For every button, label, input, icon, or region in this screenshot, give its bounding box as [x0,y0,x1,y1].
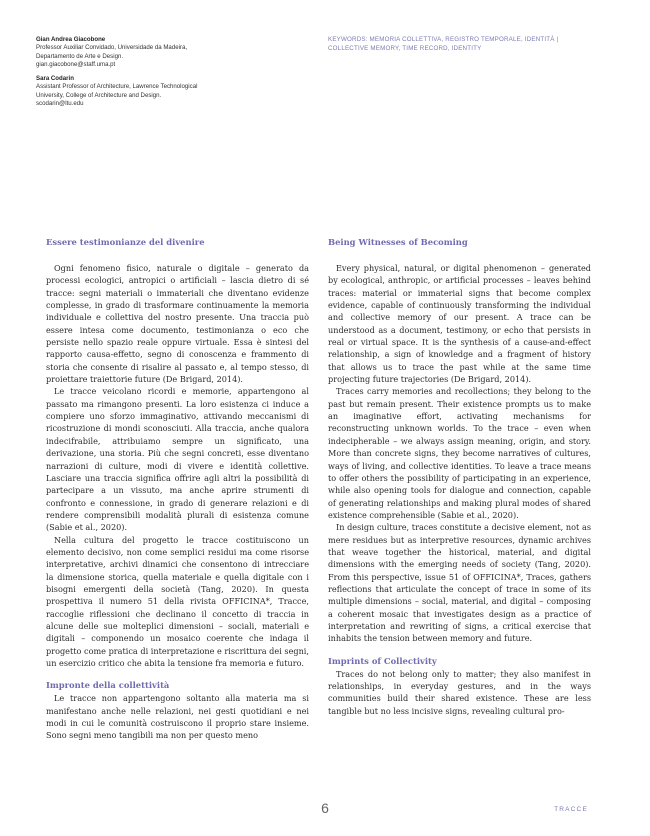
author-name: Gian Andrea Giacobone [36,36,106,43]
italian-column [46,236,309,742]
author-department: University, College of Architecture and Design. [36,91,162,99]
paragraph: In design culture, traces constitute a decisive element, not as mere residues but as interpretive resources, dynamic archives that weave together the historical, material, and digital dimensions with the emerging needs of society (Tang, 2020). From this perspective, issue 51 of OFFICINA*, Traces, gathers reflections that articulate the concept of trace in some of its multiple dimensions – social, material, and digital – composing a coherent mosaic that investigates design as a practice of interpretation and rewriting of signs, a critical exercise that inhabits the tension between memory and future. [328,522,591,644]
author-affiliation: Professor Auxiliar Convidado, Universidade da Madeira, [36,44,188,52]
keywords-block [328,36,588,53]
paragraph: Every physical, natural, or digital phenomenon – generated by ecological, anthropic, or artificial processes – leaves behind traces: material or immaterial signs that become complex evidence, capable of continuously transforming the individual and collective memory of our present. A trace can be understood as a document, testimony, or echo that persists in real or virtual space. It is the synthesis of a cause-and-effect relationship, a sign of knowledge and a fragment of history that allows us to trace the past while at the same time projecting future trajectories (De Brigard, 2014). [328,263,591,385]
paragraph: Traces do not belong only to matter; they also manifest in relationships, in everyday gestures, and in the ways communities build their shared existence. These are less tangible but no less incisive signs, revealing cultural pro- [328,668,591,716]
author-name: Sara Codarin [36,75,74,83]
paragraph: Traces carry memories and recollections; they belong to the past but remain present. Their existence prompts us to make an imaginative effort, activating mechanisms for reconstructing unknown worlds. To the trace – even when indecipherable – we always assign meaning, origin, and story. More than concrete signs, they become narratives of cultures, ways of living, and collective identities. To leave a trace means to offer others the possibility of participating in an experience, while also opening tools for dialogue and connection, capable of generating relationships and making plural modes of shared existence comprehensible (Sabie et al., 2020). [328,386,591,520]
section-heading: Essere testimonianze del divenire [46,237,205,247]
paragraph: Le tracce non appartengono soltanto alla materia ma si manifestano anche nelle relazioni, nei gesti quotidiani e nei modi in cui le comunità costruiscono il proprio stare insieme. Sono segni meno tangibili ma non per questo meno [46,693,309,741]
paragraph: Le tracce veicolano ricordi e memorie, appartengono al passato ma rimangono presenti. La loro esistenza ci induce a compiere uno sforzo immaginativo, attivando meccanismi di ricostruzione di mondi sconosciuti. Alla traccia, anche qualora indecifrabile, attribuiamo sempre un significato, una derivazione, una storia. Più che segni concreti, esse diventano narrazioni di culture, modi di vivere e identità collettive. Lasciare una traccia significa offrire agli altri la possibilità di partecipare a un vissuto, ma anche aprire strumenti di confronto e connessione, in grado di generare relazioni e di rendere comprensibili modalità plurali di esistenza comune (Sabie et al., 2020). [46,386,309,533]
author-2 [36,75,246,108]
journal-title: TRACCE [554,806,588,813]
author-affiliation: Assistant Professor of Architecture, Lawrence Technological [36,83,198,91]
paragraph: Ogni fenomeno fisico, naturale o digitale – generato da processi ecologici, antropici o artificiali – lascia dietro di sé tracce: segni materiali o immateriali che diventano evidenze complesse, in grado di trasformare continuamente la memoria individuale e collettiva del nostro presente. Una traccia può essere intesa come documento, testimonianza o eco che persiste nello spazio reale oppure virtuale. Essa è sintesi del rapporto causa-effetto, segno di conoscenza e frammento di storia che consente di risalire al passato e, al tempo stesso, di proiettare traiettorie future (De Brigard, 2014). [46,263,309,385]
section-heading: Impronte della collettività [46,680,170,691]
author-block [36,36,246,114]
section-heading: Being Witnesses of Becoming [328,237,468,247]
keywords-line: COLLECTIVE MEMORY, TIME RECORD, IDENTITY [328,44,482,52]
author-email: scodarin@ltu.edu [36,100,84,108]
english-column [328,236,591,717]
paragraph: Nella cultura del progetto le tracce costituiscono un elemento decisivo, non come semplici residui ma come risorse interpretative, archivi dinamici che consentono di intrecciare la dimensione storica, quella materiale e quella digitale con i bisogni emergenti della società (Tang, 2020). In questa prospettiva il numero 51 della rivista OFFICINA*, Tracce, raccoglie riflessioni che declinano il concetto di traccia in alcune delle sue molteplici dimensioni – sociali, materiali e digitali – componendo un mosaico coerente che indaga il progetto come pratica di interpretazione e riscrittura dei segni, un esercizio critico che abita la tensione fra memoria e futuro. [46,534,309,668]
section-heading: Imprints of Collectivity [328,655,437,666]
keywords-line: KEYWORDS: MEMORIA COLLETTIVA, REGISTRO TEMPORALE, IDENTITÀ | [328,36,559,43]
author-department: Departamento de Arte e Design. [36,52,124,60]
author-1 [36,36,246,69]
page-number: 6 [321,800,329,816]
author-email: gian.giacobone@staff.uma.pt [36,60,116,68]
